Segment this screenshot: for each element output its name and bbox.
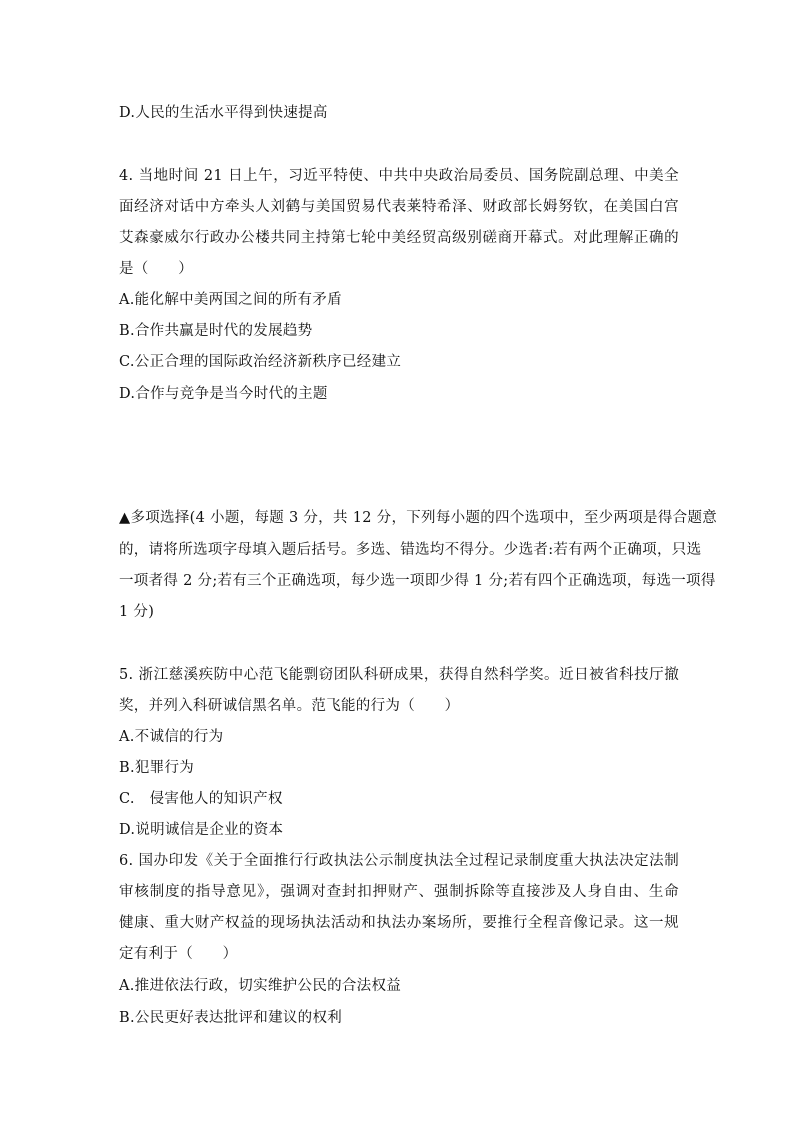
q3-option-d: D.人民的生活水平得到快速提高: [119, 105, 328, 121]
q4-stem-line: 4. 当地时间 21 日上午，习近平特使、中共中央政治局委员、国务院副总理、中美全: [119, 168, 679, 184]
q6-stem-line: 健康、重大财产权益的现场执法活动和执法办案场所，要推行全程音像记录。这一规: [119, 915, 679, 931]
q4-stem-line: 是（ ）: [119, 261, 193, 277]
q4-option-a: A.能化解中美两国之间的所有矛盾: [119, 292, 342, 308]
q5-option-c: C. 侵害他人的知识产权: [119, 791, 283, 807]
q4-stem-line: 艾森豪威尔行政办公楼共同主持第七轮中美经贸高级别磋商开幕式。对此理解正确的: [119, 230, 679, 246]
q6-option-b: B.公民更好表达批评和建议的权利: [119, 1010, 343, 1026]
q6-option-a: A.推进依法行政，切实维护公民的合法权益: [119, 978, 402, 994]
section-heading-line: 1 分): [119, 604, 155, 620]
q4-option-c: C.公正合理的国际政治经济新秩序已经建立: [119, 354, 402, 370]
q5-option-a: A.不诚信的行为: [119, 729, 224, 745]
q6-stem-line: 审核制度的指导意见》，强调对查封扣押财产、强制拆除等直接涉及人身自由、生命: [119, 884, 679, 900]
section-heading-line: 的，请将所选项字母填入题后括号。多选、错选均不得分。少选者:若有两个正确项，只选: [119, 542, 702, 558]
q6-stem-line: 6. 国办印发《关于全面推行行政执法公示制度执法全过程记录制度重大执法决定法制: [119, 853, 679, 869]
q5-stem-line: 5. 浙江慈溪疾防中心范飞能剽窃团队科研成果，获得自然科学奖。近日被省科技厅撤: [119, 667, 679, 683]
q5-option-b: B.犯罪行为: [119, 760, 195, 776]
section-heading-line: 一项者得 2 分;若有三个正确选项，每少选一项即少得 1 分;若有四个正确选项，每选一项得: [119, 573, 716, 589]
q5-option-d: D.说明诚信是企业的资本: [119, 822, 284, 838]
section-heading-line: ▲多项选择(4 小题，每题 3 分，共 12 分，下列每小题的四个选项中，至少两项是得合题意: [119, 510, 718, 526]
q6-stem-line: 定有利于（ ）: [119, 946, 238, 962]
q4-stem-line: 面经济对话中方牵头人刘鹤与美国贸易代表莱特希泽、财政部长姆努钦，在美国白宫: [119, 199, 679, 215]
q4-option-b: B.合作共赢是时代的发展趋势: [119, 323, 313, 339]
q5-stem-line: 奖，并列入科研诚信黑名单。范飞能的行为（ ）: [119, 698, 460, 714]
q4-option-d: D.合作与竞争是当今时代的主题: [119, 386, 328, 402]
